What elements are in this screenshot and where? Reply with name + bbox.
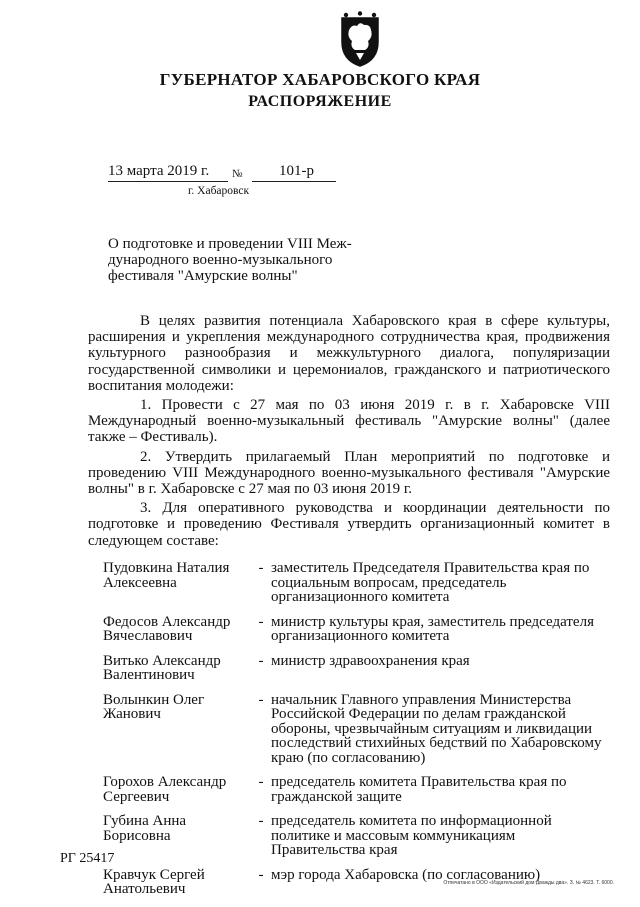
document-number: 101-р <box>279 163 314 179</box>
member-dash: - <box>258 560 264 576</box>
member-name: Волынкин Олег Жанович <box>103 691 205 722</box>
member-dash: - <box>258 691 264 708</box>
member-dash: - <box>258 613 264 630</box>
member-name: Витько Александр Валентинович <box>103 652 221 683</box>
printer-note: Отпечатано в ООО «Издательский дом Дважды два». З. № 4623. Т. 6000. <box>443 880 614 886</box>
committee-member <box>103 615 613 644</box>
committee-member <box>103 561 613 605</box>
member-dash: - <box>258 652 264 669</box>
document-body <box>88 313 610 549</box>
committee-member <box>103 693 613 766</box>
member-name: Горохов Александр Сергеевич <box>103 774 227 805</box>
member-role: министр культуры края, заместитель председателя организационного комитета <box>271 613 594 644</box>
subject-line: фестиваля "Амурские волны" <box>108 268 298 284</box>
number-underline <box>252 181 336 182</box>
member-role: председатель комитета Правительства края по гражданской защите <box>271 774 567 805</box>
member-dash: - <box>258 866 264 883</box>
committee-member <box>103 814 613 858</box>
member-name: Губина Анна Борисовна <box>103 813 187 844</box>
committee-member <box>103 654 613 683</box>
document-code: РГ 25417 <box>60 851 115 866</box>
member-role: министр здравоохранения края <box>271 652 470 669</box>
number-sign: № <box>232 168 243 180</box>
document-date: 13 марта 2019 г. <box>108 163 210 179</box>
member-role: заместитель Председателя Правительства края по социальным вопросам, председатель организационного комитета <box>271 560 590 605</box>
member-name: Пудовкина Наталия Алексеевна <box>103 560 230 591</box>
subject-line: О подготовке и проведении VIII Меж- <box>108 236 352 252</box>
document-subject <box>108 236 358 284</box>
member-name: Федосов Александр Вячеславович <box>103 613 231 644</box>
document-type-title: РАСПОРЯЖЕНИЕ <box>248 93 392 110</box>
committee-members-list <box>103 561 613 907</box>
committee-member <box>103 775 613 804</box>
date-underline <box>108 181 228 182</box>
body-paragraph-item-3: 3. Для оперативного руководства и координации деятельности по подготовке и проведению Фестиваля утвердить организационный комитет в следующем составе: <box>88 500 610 549</box>
body-paragraph-item-1: 1. Провести с 27 мая по 03 июня 2019 г. в г. Хабаровске VIII Международный военно-музыкальный фестиваль "Амурские волны" (далее также – Фестиваль). <box>88 397 610 446</box>
member-role: мэр города Хабаровска (по согласованию) <box>271 866 541 883</box>
member-role: начальник Главного управления Министерства Российской Федерации по делам гражданской обороны, чрезвычайным ситуациям и ликвидации последствий стихийных бедствий по Хабаровскому краю (по согласованию) <box>271 691 602 766</box>
body-paragraph-preamble: В целях развития потенциала Хабаровского края в сфере культуры, расширения и укрепления международного сотрудничества края, продвижения культурного разнообразия и межкультурного диалога, популяризации государственной символики и церемониалов, гражданского и патриотического воспитания молодежи: <box>88 313 610 394</box>
member-dash: - <box>258 774 264 790</box>
subject-line: дународного военно-музыкального <box>108 252 333 268</box>
member-role: председатель комитета по информационной политике и массовым коммуникациям Правительства края <box>271 813 552 858</box>
member-name: Кравчук Сергей Анатольевич <box>103 866 205 897</box>
coat-of-arms-icon <box>337 10 383 68</box>
member-dash: - <box>258 813 264 829</box>
body-paragraph-item-2: 2. Утвердить прилагаемый План мероприятий по подготовке и проведению VIII Международного военно-музыкального фестиваля "Амурские волны" в г. Хабаровске с 27 мая по 03 июня 2019 г. <box>88 448 610 498</box>
governor-title: ГУБЕРНАТОР ХАБАРОВСКОГО КРАЯ <box>159 70 481 89</box>
document-city: г. Хабаровск <box>188 185 250 197</box>
